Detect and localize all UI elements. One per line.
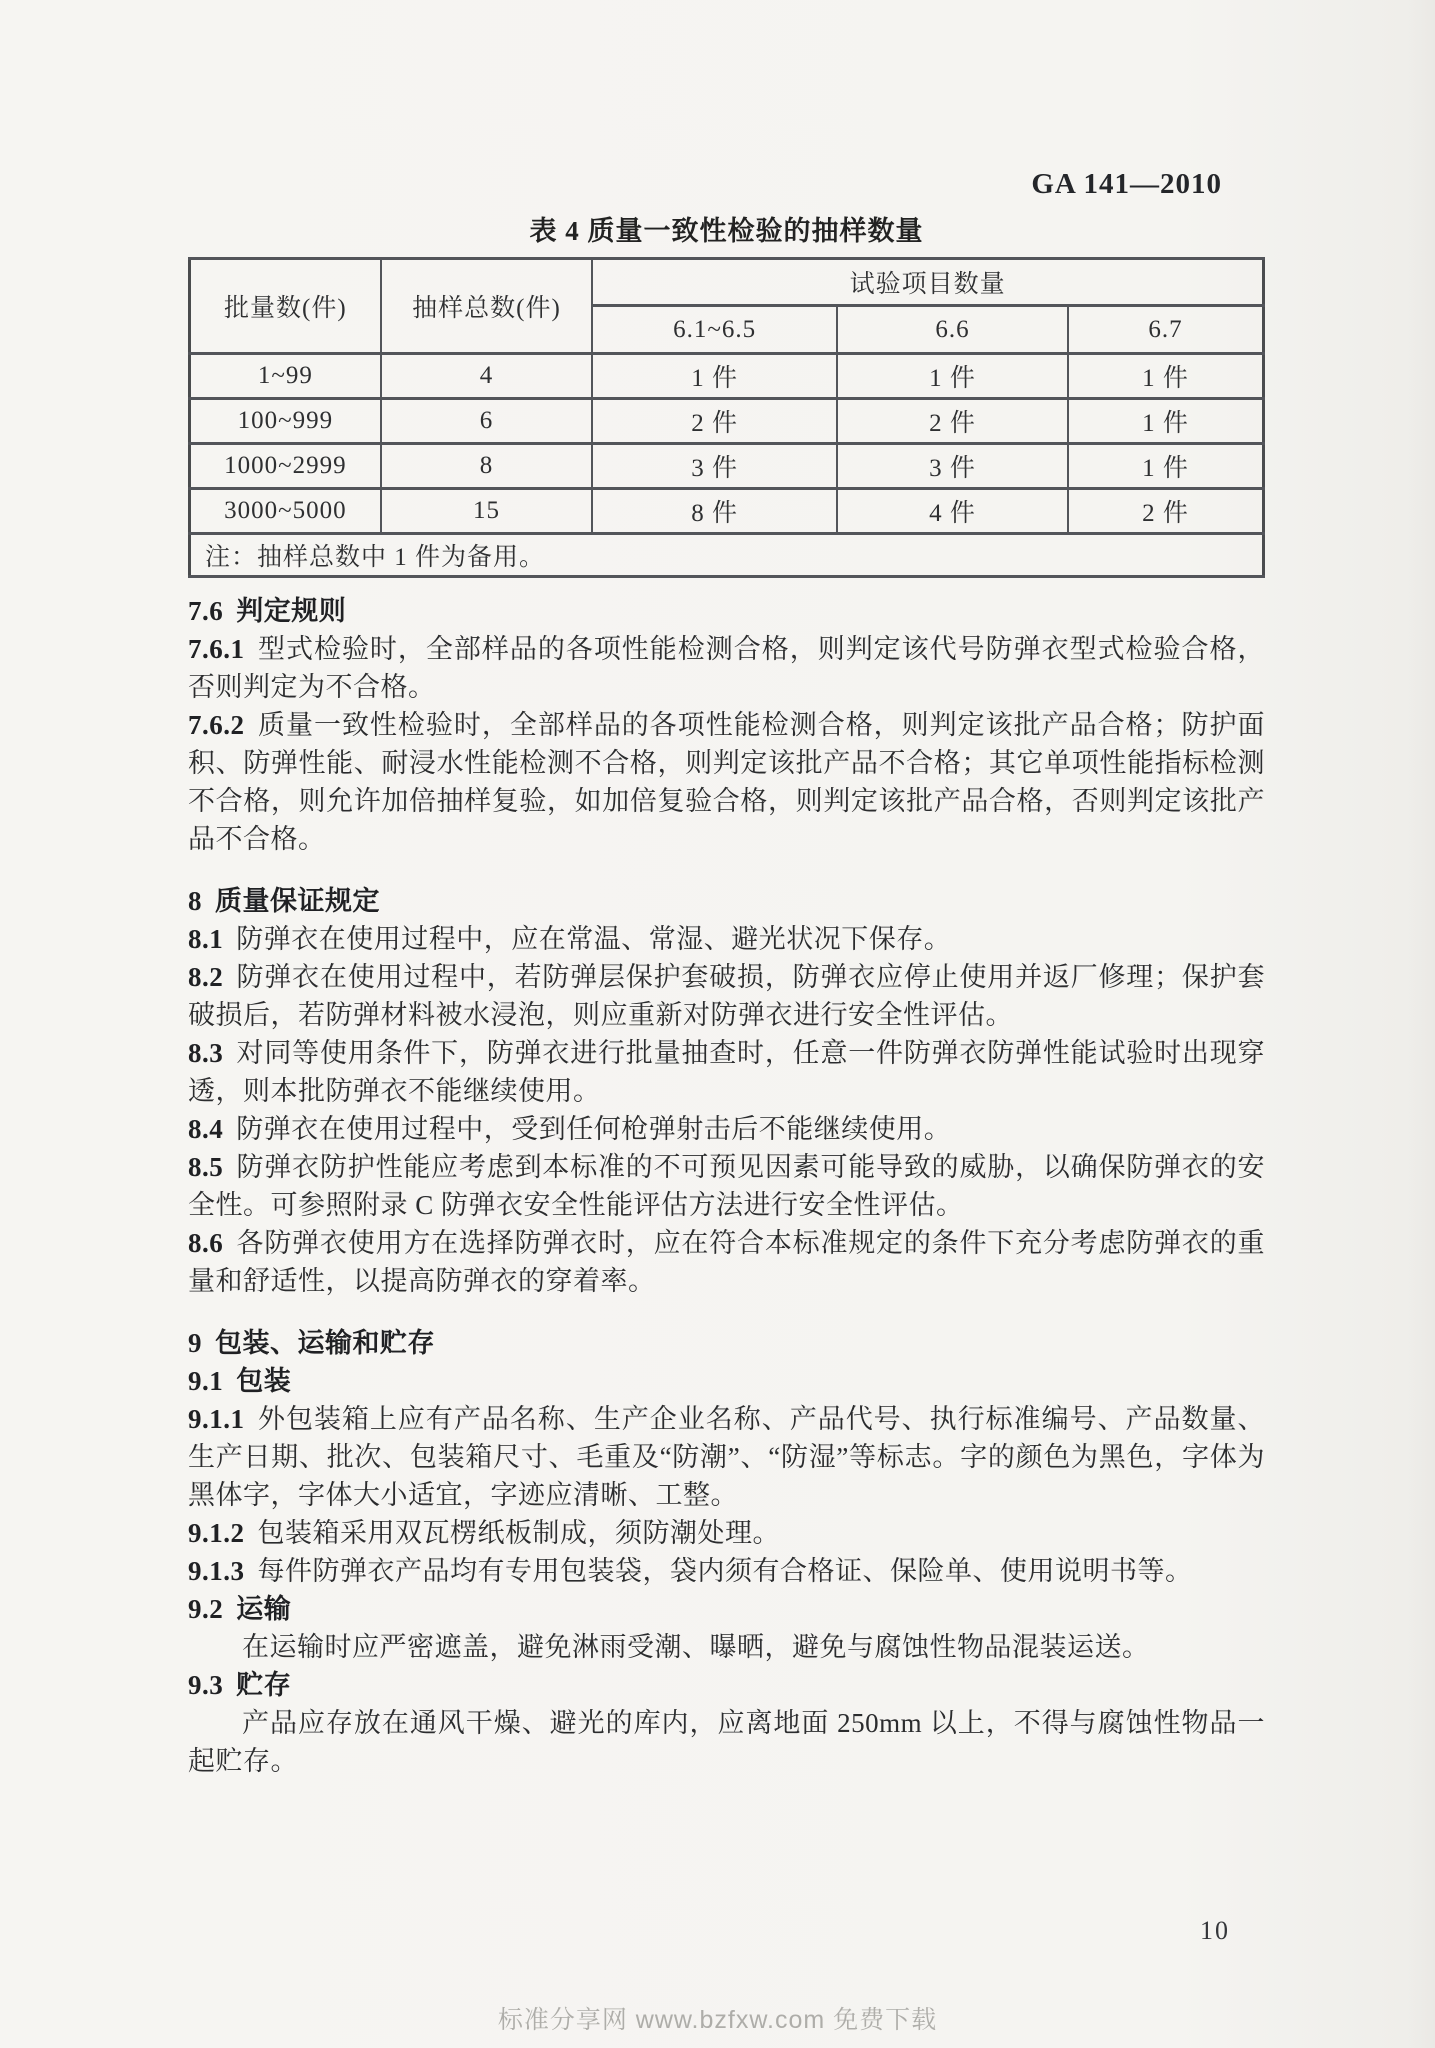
clause-text: 防弹衣在使用过程中，若防弹层保护套破损，防弹衣应停止使用并返厂修理；保护套破损后，若防弹材料被水浸泡，则应重新对防弹衣进行安全性评估。 bbox=[188, 962, 1265, 1030]
clause-number: 7.6.2 bbox=[188, 710, 245, 740]
table-row bbox=[190, 399, 1264, 444]
cell-total: 15 bbox=[381, 489, 593, 534]
clause-text: 防弹衣在使用过程中，应在常温、常湿、避光状况下保存。 bbox=[236, 924, 952, 954]
clause-9-2-heading bbox=[188, 1590, 1265, 1628]
cell-items-1: 1 件 bbox=[592, 354, 837, 399]
clause-9-3-body bbox=[188, 1704, 1265, 1780]
cell-total: 6 bbox=[381, 399, 593, 444]
clause-number: 8 bbox=[188, 886, 202, 916]
cell-items-1: 3 件 bbox=[592, 444, 837, 489]
clause-text: 产品应存放在通风干燥、避光的库内，应离地面 250mm 以上，不得与腐蚀性物品一起贮存。 bbox=[188, 1708, 1265, 1776]
clause-title: 包装 bbox=[236, 1366, 292, 1396]
clause-8-heading bbox=[188, 882, 1265, 920]
clause-title: 判定规则 bbox=[236, 596, 347, 626]
clause-9-1-heading bbox=[188, 1362, 1265, 1400]
clause-text: 各防弹衣使用方在选择防弹衣时，应在符合本标准规定的条件下充分考虑防弹衣的重量和舒适性，以提高防弹衣的穿着率。 bbox=[188, 1228, 1265, 1296]
table-note-row bbox=[190, 534, 1264, 577]
clause-text: 在运输时应严密遮盖，避免淋雨受潮、曝晒，避免与腐蚀性物品混装运送。 bbox=[242, 1632, 1150, 1662]
clause-number: 7.6.1 bbox=[188, 634, 245, 664]
clause-number: 9 bbox=[188, 1328, 202, 1358]
clause-8-3 bbox=[188, 1034, 1265, 1110]
page-content bbox=[188, 215, 1265, 1780]
clause-7-6-2 bbox=[188, 706, 1265, 858]
clause-text: 外包装箱上应有产品名称、生产企业名称、产品代号、执行标准编号、产品数量、生产日期、批次、包装箱尺寸、毛重及“防潮”、“防湿”等标志。字的颜色为黑色，字体为黑体字，字体大小适宜，字迹应清晰、工整。 bbox=[188, 1404, 1265, 1510]
clause-number: 8.6 bbox=[188, 1228, 224, 1258]
table-title: 表 4 质量一致性检验的抽样数量 bbox=[529, 216, 924, 246]
clause-8-6 bbox=[188, 1224, 1265, 1300]
cell-items-1: 8 件 bbox=[592, 489, 837, 534]
clause-number: 8.5 bbox=[188, 1152, 224, 1182]
table-note: 注：抽样总数中 1 件为备用。 bbox=[190, 534, 1264, 577]
cell-batch: 3000~5000 bbox=[190, 489, 381, 534]
sampling-quantity-table bbox=[188, 257, 1265, 578]
clause-8-4 bbox=[188, 1110, 1265, 1148]
cell-items-3: 1 件 bbox=[1068, 354, 1264, 399]
clause-7-6-heading bbox=[188, 592, 1265, 630]
clause-9-heading bbox=[188, 1324, 1265, 1362]
clause-number: 8.2 bbox=[188, 962, 224, 992]
clause-text: 防弹衣防护性能应考虑到本标准的不可预见因素可能导致的威胁，以确保防弹衣的安全性。可参照附录 C 防弹衣安全性能评估方法进行安全性评估。 bbox=[188, 1152, 1265, 1220]
clause-text: 型式检验时，全部样品的各项性能检测合格，则判定该代号防弹衣型式检验合格，否则判定为不合格。 bbox=[188, 634, 1265, 702]
cell-items-3: 2 件 bbox=[1068, 489, 1264, 534]
cell-items-2: 2 件 bbox=[837, 399, 1068, 444]
standard-code: GA 141—2010 bbox=[1031, 168, 1222, 200]
cell-total: 8 bbox=[381, 444, 593, 489]
clause-title: 贮存 bbox=[236, 1670, 292, 1700]
cell-batch: 1~99 bbox=[190, 354, 381, 399]
clause-text: 防弹衣在使用过程中，受到任何枪弹射击后不能继续使用。 bbox=[236, 1114, 952, 1144]
clause-8-5 bbox=[188, 1148, 1265, 1224]
header-sample-total: 抽样总数(件) bbox=[381, 259, 593, 354]
clause-8-1 bbox=[188, 920, 1265, 958]
clause-9-3-heading bbox=[188, 1666, 1265, 1704]
clause-number: 9.3 bbox=[188, 1670, 224, 1700]
subheader-6-6: 6.6 bbox=[837, 306, 1068, 354]
table-row bbox=[190, 489, 1264, 534]
table-header-row-1 bbox=[190, 259, 1264, 306]
clause-number: 9.1 bbox=[188, 1366, 224, 1396]
page-number: 10 bbox=[1200, 1916, 1230, 1945]
cell-total: 4 bbox=[381, 354, 593, 399]
clause-7-6-1 bbox=[188, 630, 1265, 706]
table-row bbox=[190, 354, 1264, 399]
subheader-6-7: 6.7 bbox=[1068, 306, 1264, 354]
clause-text: 每件防弹衣产品均有专用包装袋，袋内须有合格证、保险单、使用说明书等。 bbox=[257, 1556, 1193, 1586]
clause-number: 9.1.1 bbox=[188, 1404, 245, 1434]
clause-9-1-3 bbox=[188, 1552, 1265, 1590]
clause-number: 8.4 bbox=[188, 1114, 224, 1144]
clause-title: 包装、运输和贮存 bbox=[215, 1328, 435, 1358]
header-test-item-qty: 试验项目数量 bbox=[592, 259, 1263, 306]
clause-9-1-1 bbox=[188, 1400, 1265, 1514]
cell-items-3: 1 件 bbox=[1068, 444, 1264, 489]
clause-number: 9.1.3 bbox=[188, 1556, 245, 1586]
cell-items-3: 1 件 bbox=[1068, 399, 1264, 444]
clause-text: 质量一致性检验时，全部样品的各项性能检测合格，则判定该批产品合格；防护面积、防弹性能、耐浸水性能检测不合格，则判定该批产品不合格；其它单项性能指标检测不合格，则允许加倍抽样复验，如加倍复验合格，则判定该批产品合格，否则判定该批产品不合格。 bbox=[188, 710, 1265, 854]
clause-number: 8.1 bbox=[188, 924, 224, 954]
clause-9-1-2 bbox=[188, 1514, 1265, 1552]
clause-number: 9.1.2 bbox=[188, 1518, 245, 1548]
clause-9-2-body bbox=[188, 1628, 1265, 1666]
watermark-text: 标准分享网 www.bzfxw.com 免费下载 bbox=[497, 2006, 938, 2034]
clause-number: 8.3 bbox=[188, 1038, 224, 1068]
clause-8-2 bbox=[188, 958, 1265, 1034]
header-batch-qty: 批量数(件) bbox=[190, 259, 381, 354]
clause-number: 7.6 bbox=[188, 596, 224, 626]
cell-items-2: 3 件 bbox=[837, 444, 1068, 489]
clause-title: 质量保证规定 bbox=[215, 886, 380, 916]
cell-items-1: 2 件 bbox=[592, 399, 837, 444]
table-row bbox=[190, 444, 1264, 489]
subheader-6-1-to-6-5: 6.1~6.5 bbox=[592, 306, 837, 354]
cell-batch: 1000~2999 bbox=[190, 444, 381, 489]
cell-items-2: 4 件 bbox=[837, 489, 1068, 534]
cell-items-2: 1 件 bbox=[837, 354, 1068, 399]
clause-text: 对同等使用条件下，防弹衣进行批量抽查时，任意一件防弹衣防弹性能试验时出现穿透，则本批防弹衣不能继续使用。 bbox=[188, 1038, 1265, 1106]
cell-batch: 100~999 bbox=[190, 399, 381, 444]
clause-text: 包装箱采用双瓦楞纸板制成，须防潮处理。 bbox=[257, 1518, 780, 1548]
clause-number: 9.2 bbox=[188, 1594, 224, 1624]
clause-title: 运输 bbox=[236, 1594, 292, 1624]
